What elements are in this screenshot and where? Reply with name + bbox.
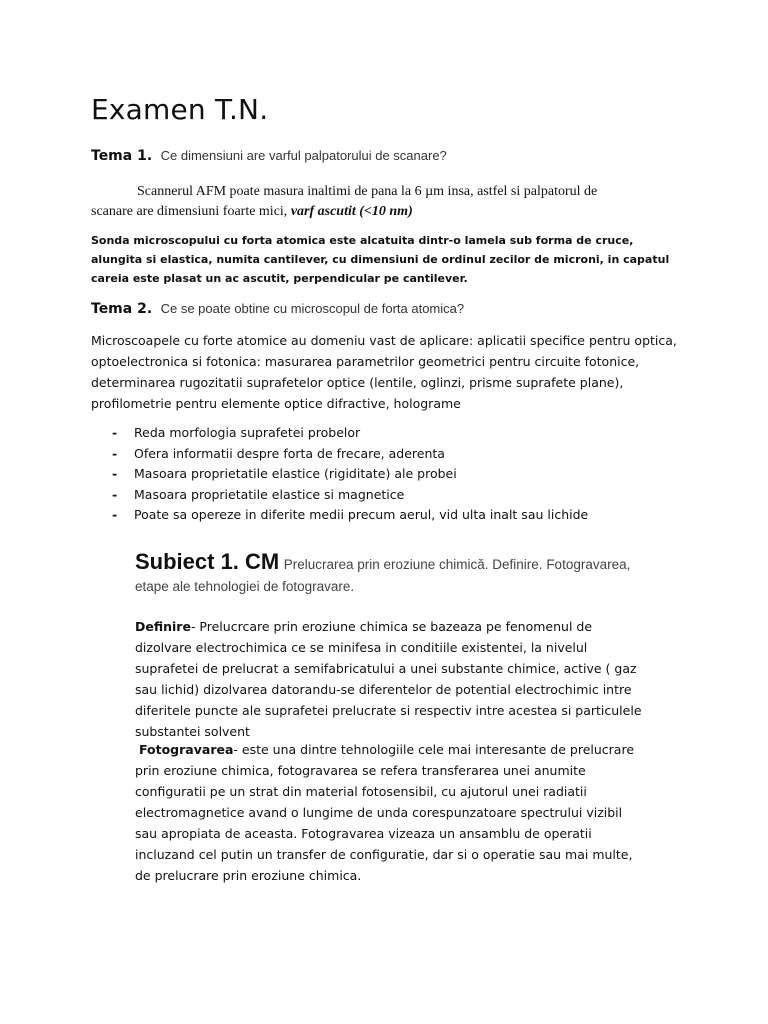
definire-lead: Definire (135, 619, 191, 634)
list-item (112, 485, 672, 506)
bullet-marker: - (112, 425, 118, 440)
list-item (112, 423, 672, 444)
definire-text: - Prelucrcare prin eroziune chimica se bazeaza pe fenomenul de dizolvare electrochimica ce se minifesa in conditiile existentei, la nivelul suprafetei de prelucrat a semifabricatului a unei substante chimice, active ( gaz sau lichid) dizolvarea datorandu-se diferentelor de potential electrochimic intre diferitele puncte ale suprafetei prelucrate si respectiv intre acestea si particulele substantei solvent (135, 619, 642, 739)
tema1-answer (91, 182, 611, 222)
tema2-intro: Microscoapele cu forte atomice au domeniu vast de aplicare: aplicatii specifice pentru optica, optoelectronica si fotonica: masurarea parametrilor geometrici pentru circuite fotonice, determinarea rugozitatii suprafetelor optice (lentile, oglinzi, prisme suprafete plane), profilometrie pentru elemente optice difractive, holograme (91, 333, 677, 411)
tema2-label: Tema 2. (91, 301, 153, 317)
tema2-heading (91, 300, 691, 318)
bullet-marker: - (112, 445, 118, 461)
bullet-text: Reda morfologia suprafetei probelor (134, 425, 361, 440)
bullet-marker: - (112, 507, 118, 522)
tema1-heading (91, 147, 691, 165)
subiect1-question: Prelucrarea prin eroziune chimică. Definire. Fotogravarea, etape ale tehnologiei de fotogravare. (135, 557, 631, 594)
tema1-question: Ce dimensiuni are varful palpatorului de scanare? (160, 148, 447, 163)
fotogravarea-paragraph (135, 739, 645, 886)
tema1-answer-emphasis: varf ascutit (<10 nm) (290, 204, 413, 219)
list-item (112, 444, 672, 465)
tema2-question: Ce se poate obtine cu microscopul de forta atomica? (160, 301, 465, 316)
tema2-bullet-list (112, 423, 672, 526)
bullet-text: Ofera informatii despre forta de frecare, aderenta (134, 445, 445, 461)
bullet-text: Masoara proprietatile elastice (rigiditate) ale probei (134, 466, 457, 481)
bullet-text: Poate sa opereze in diferite medii precum aerul, vid ulta inalt sau lichide (134, 507, 589, 522)
fotogravarea-lead: Fotogravarea (139, 742, 234, 757)
tema1-detail: Sonda microscopului cu forta atomica este alcatuita dintr-o lamela sub forma de cruce, alungita si elastica, numita cantilever, cu dimensiuni de ordinul zecilor de microni, in capatul careia este plasat un ac ascutit, perpendicular pe cantilever. (91, 234, 670, 285)
bullet-marker: - (112, 486, 118, 502)
subiect1-label: Subiect 1. CM (135, 549, 280, 574)
list-item (112, 464, 672, 485)
fotogravarea-text: - este una dintre tehnologiile cele mai interesante de prelucrare prin eroziune chimica, fotogravarea se refera transferarea unei anumite configuratii pe un strat din material fotosensibil, cu ajutorul unei radiatii electromagnetice avand o lungime de unda corespunzatoare spectrului vizibil sau apropiata de aceasta. Fotogravarea vizeaza un ansamblu de operatii incluzand cel putin un transfer de configuratie, dar si o operatie sau mai multe, de prelucrare prin eroziune chimica. (135, 742, 635, 883)
subiect1-heading (135, 551, 645, 598)
list-item (112, 505, 672, 526)
tema1-answer-text: Scannerul AFM poate masura inaltimi de pana la 6 µm insa, astfel si palpatorul de scanare are dimensiuni foarte mici, (91, 184, 598, 219)
bullet-text: Masoara proprietatile elastice si magnetice (134, 486, 405, 502)
bullet-marker: - (112, 466, 118, 481)
document-title: Examen T.N. (91, 93, 269, 126)
definire-paragraph (135, 616, 645, 742)
tema1-label: Tema 1. (91, 148, 153, 164)
